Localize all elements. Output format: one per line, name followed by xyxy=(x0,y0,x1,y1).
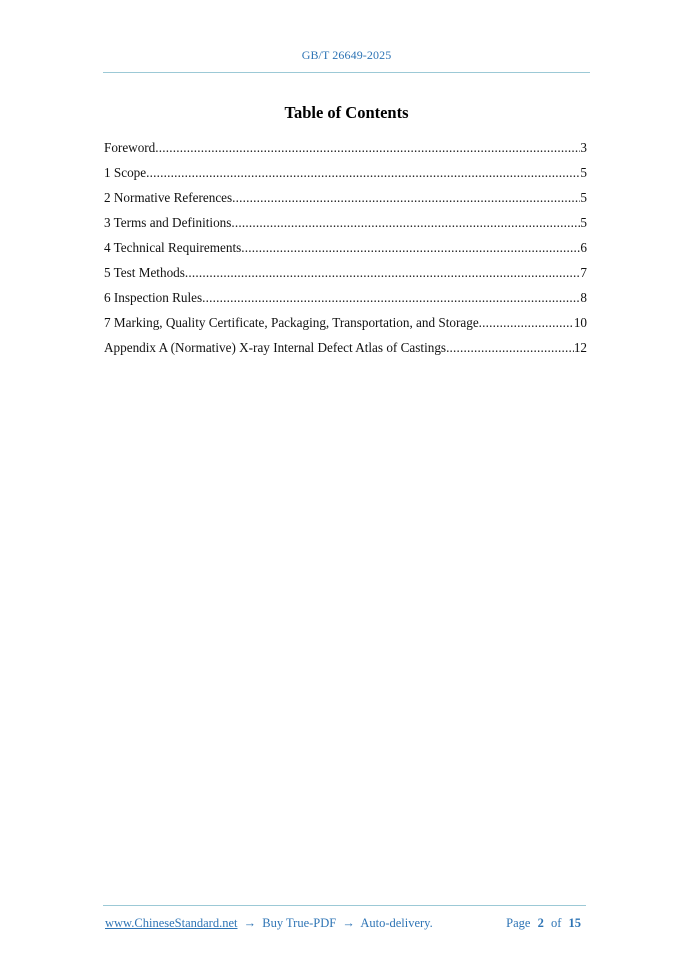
dot-leader xyxy=(479,314,574,332)
dot-leader xyxy=(241,239,580,257)
toc-entry-page: 5 xyxy=(580,190,587,205)
page-word: Page xyxy=(506,916,531,930)
toc-title: Table of Contents xyxy=(284,103,409,122)
footer-promo xyxy=(105,916,433,931)
toc-entry-foreword[interactable] xyxy=(104,139,587,164)
toc-entry-label: Appendix A (Normative) X-ray Internal Defect Atlas of Castings xyxy=(104,340,447,355)
toc-entry-inspection-rules[interactable] xyxy=(104,289,587,314)
standard-code: GB/T 26649-2025 xyxy=(301,48,392,62)
toc-entry-technical-requirements[interactable] xyxy=(104,239,587,264)
toc-entry-page: 8 xyxy=(580,290,587,305)
of-word: of xyxy=(550,916,562,930)
toc-entry-terms-definitions[interactable] xyxy=(104,214,587,239)
toc-entry-label: 2 Normative References xyxy=(104,190,233,205)
dot-leader xyxy=(446,339,574,357)
dot-leader xyxy=(146,164,580,182)
toc-entry-scope[interactable] xyxy=(104,164,587,189)
buy-pdf-text: Buy True-PDF xyxy=(262,916,337,930)
toc-entry-label: 1 Scope xyxy=(104,165,147,180)
page-indicator xyxy=(506,916,585,931)
footer-divider xyxy=(103,905,586,906)
toc-entry-label: 5 Test Methods xyxy=(104,265,185,280)
document-footer xyxy=(105,916,585,931)
document-header xyxy=(103,48,590,63)
arrow-right-icon: → xyxy=(342,916,355,930)
toc-entry-page: 5 xyxy=(580,165,587,180)
toc-entry-label: 3 Terms and Definitions xyxy=(104,215,232,230)
dot-leader xyxy=(232,189,580,207)
dot-leader xyxy=(185,264,581,282)
toc-entry-label: 4 Technical Requirements xyxy=(104,240,242,255)
toc-entry-normative-references[interactable] xyxy=(104,189,587,214)
toc-entry-page: 6 xyxy=(580,240,587,255)
arrow-right-icon: → xyxy=(243,916,257,930)
dot-leader xyxy=(155,139,580,157)
toc-entry-marking-packaging[interactable] xyxy=(104,314,587,339)
auto-delivery-text: Auto-delivery. xyxy=(360,916,433,930)
website-link[interactable]: www.ChineseStandard.net xyxy=(105,916,238,930)
toc-entry-test-methods[interactable] xyxy=(104,264,587,289)
toc-entry-label: Foreword xyxy=(104,140,156,155)
toc-entry-page: 3 xyxy=(580,140,587,155)
toc-entry-page: 5 xyxy=(580,215,587,230)
current-page: 2 xyxy=(537,916,544,930)
toc-list xyxy=(104,139,587,364)
toc-entry-page: 12 xyxy=(573,340,587,355)
header-divider xyxy=(103,72,590,73)
toc-entry-page: 7 xyxy=(580,265,587,280)
toc-entry-label: 6 Inspection Rules xyxy=(104,290,203,305)
toc-entry-label: 7 Marking, Quality Certificate, Packaging, Transportation, and Storage xyxy=(104,315,479,330)
toc-entry-appendix-a[interactable] xyxy=(104,339,587,364)
dot-leader xyxy=(202,289,580,307)
toc-entry-page: 10 xyxy=(573,315,587,330)
dot-leader xyxy=(231,214,580,232)
total-pages: 15 xyxy=(568,916,581,930)
